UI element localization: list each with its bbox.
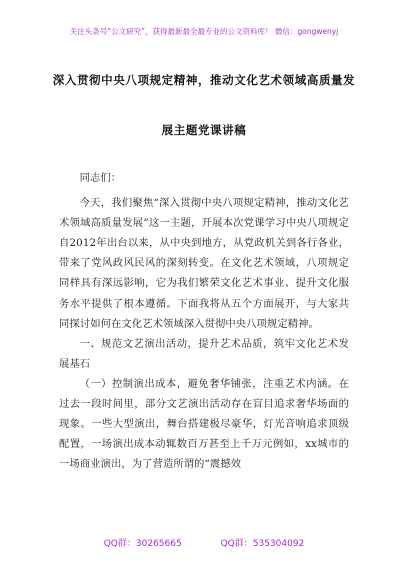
footer-qq-groups (0, 536, 408, 549)
footer-qq-group-1: QQ群：30265665 (103, 539, 182, 549)
footer-qq-group-2: QQ群：535304092 (220, 539, 305, 549)
promo-banner: 关注头条号“公文研究”，获得最新最全最专业的公文资料库！ 微信：gongwenyj (69, 27, 339, 36)
paragraph-subsection-1: （一）控制演出成本，避免奢华铺张，注重艺术内涵。在过去一段时间里，部分文艺演出活动存在盲目追求奢华场面的现象。一些大型演出，舞台搭建极尽豪华，灯光音响追求顶级配置，一场演出成本动辄数百万甚至上千万元例如，xx城市的一场商业演出，为了营造所谓的“震撼效 (59, 377, 349, 471)
document-title-line-2: 展主题党课讲稿 (161, 123, 247, 137)
salutation: 同志们： (79, 172, 122, 184)
document-body (59, 168, 349, 474)
document-title-line-1: 深入贯彻中央八项规定精神，推动文化艺术领域高质量发 (52, 73, 356, 87)
paragraph-intro: 今天，我们聚焦“深入贯彻中央八项规定精神，推动文化艺术领域高质量发展”这一主题，开展本次党课学习中央八项规定自2012年出台以来，从中央到地方，从党政机关到各行各业，带来了党风政风民风的深刻转变。在文化艺术领域，八项规定同样具有深远影响，它为我们繁荣文化艺术事业、提升文化服务水平提供了根本遵循。下面我将从五个方面展开，与大家共同探讨如何在文化艺术领域深入贯彻中央八项规定精神。 (59, 197, 349, 330)
section-heading-1: 一、规范文艺演出活动，提升艺术品质，筑牢文化艺术发展基石 (59, 337, 349, 370)
